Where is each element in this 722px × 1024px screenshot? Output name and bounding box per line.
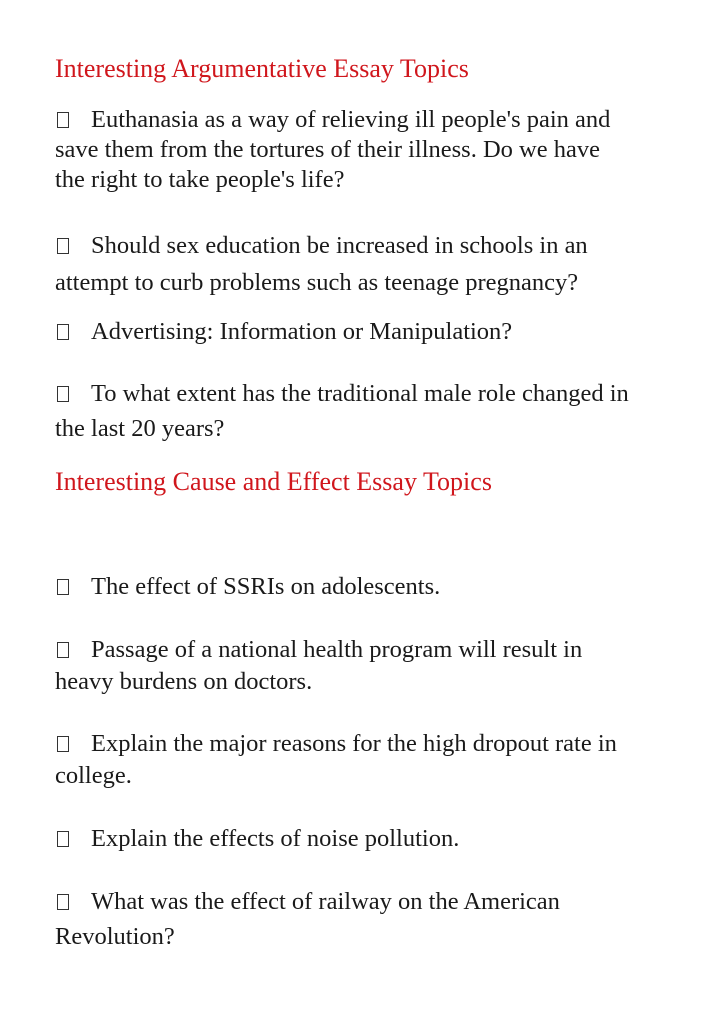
- item-line: college.: [55, 762, 132, 789]
- item-line: Revolution?: [55, 923, 175, 950]
- checkbox-bullet-icon: [57, 386, 69, 402]
- checkbox-bullet-icon: [57, 324, 69, 340]
- checkbox-bullet-icon: [57, 642, 69, 658]
- list-item: [55, 824, 705, 854]
- item-line: Euthanasia as a way of relieving ill people's pain and: [55, 105, 705, 135]
- item-line: The effect of SSRIs on adolescents.: [55, 572, 705, 602]
- item-line: attempt to curb problems such as teenage pregnancy?: [55, 269, 579, 296]
- item-line: the right to take people's life?: [55, 166, 345, 193]
- list-item: [55, 379, 705, 444]
- item-line: heavy burdens on doctors.: [55, 668, 313, 695]
- checkbox-bullet-icon: [57, 112, 69, 128]
- checkbox-bullet-icon: [57, 238, 69, 254]
- list-item: [55, 317, 705, 347]
- item-line: To what extent has the traditional male role changed in: [55, 379, 705, 409]
- item-line: Explain the effects of noise pollution.: [55, 824, 705, 854]
- checkbox-bullet-icon: [57, 579, 69, 595]
- item-line: the last 20 years?: [55, 415, 225, 442]
- checkbox-bullet-icon: [57, 894, 69, 910]
- list-item: [55, 729, 705, 791]
- item-line: Passage of a national health program will result in: [55, 635, 705, 665]
- list-item: [55, 231, 705, 298]
- list-item: [55, 635, 705, 697]
- list-item: [55, 887, 705, 952]
- item-line: What was the effect of railway on the American: [55, 887, 705, 917]
- list-item: [55, 572, 705, 602]
- item-line: Explain the major reasons for the high dropout rate in: [55, 729, 705, 759]
- item-line: Should sex education be increased in schools in an: [55, 231, 705, 261]
- list-item: [55, 105, 705, 195]
- item-line: Advertising: Information or Manipulation?: [55, 317, 705, 347]
- checkbox-bullet-icon: [57, 736, 69, 752]
- section-heading-cause-effect: Interesting Cause and Effect Essay Topics: [55, 467, 492, 496]
- item-line: save them from the tortures of their illness. Do we have: [55, 136, 600, 163]
- checkbox-bullet-icon: [57, 831, 69, 847]
- section-heading-argumentative: Interesting Argumentative Essay Topics: [55, 54, 469, 83]
